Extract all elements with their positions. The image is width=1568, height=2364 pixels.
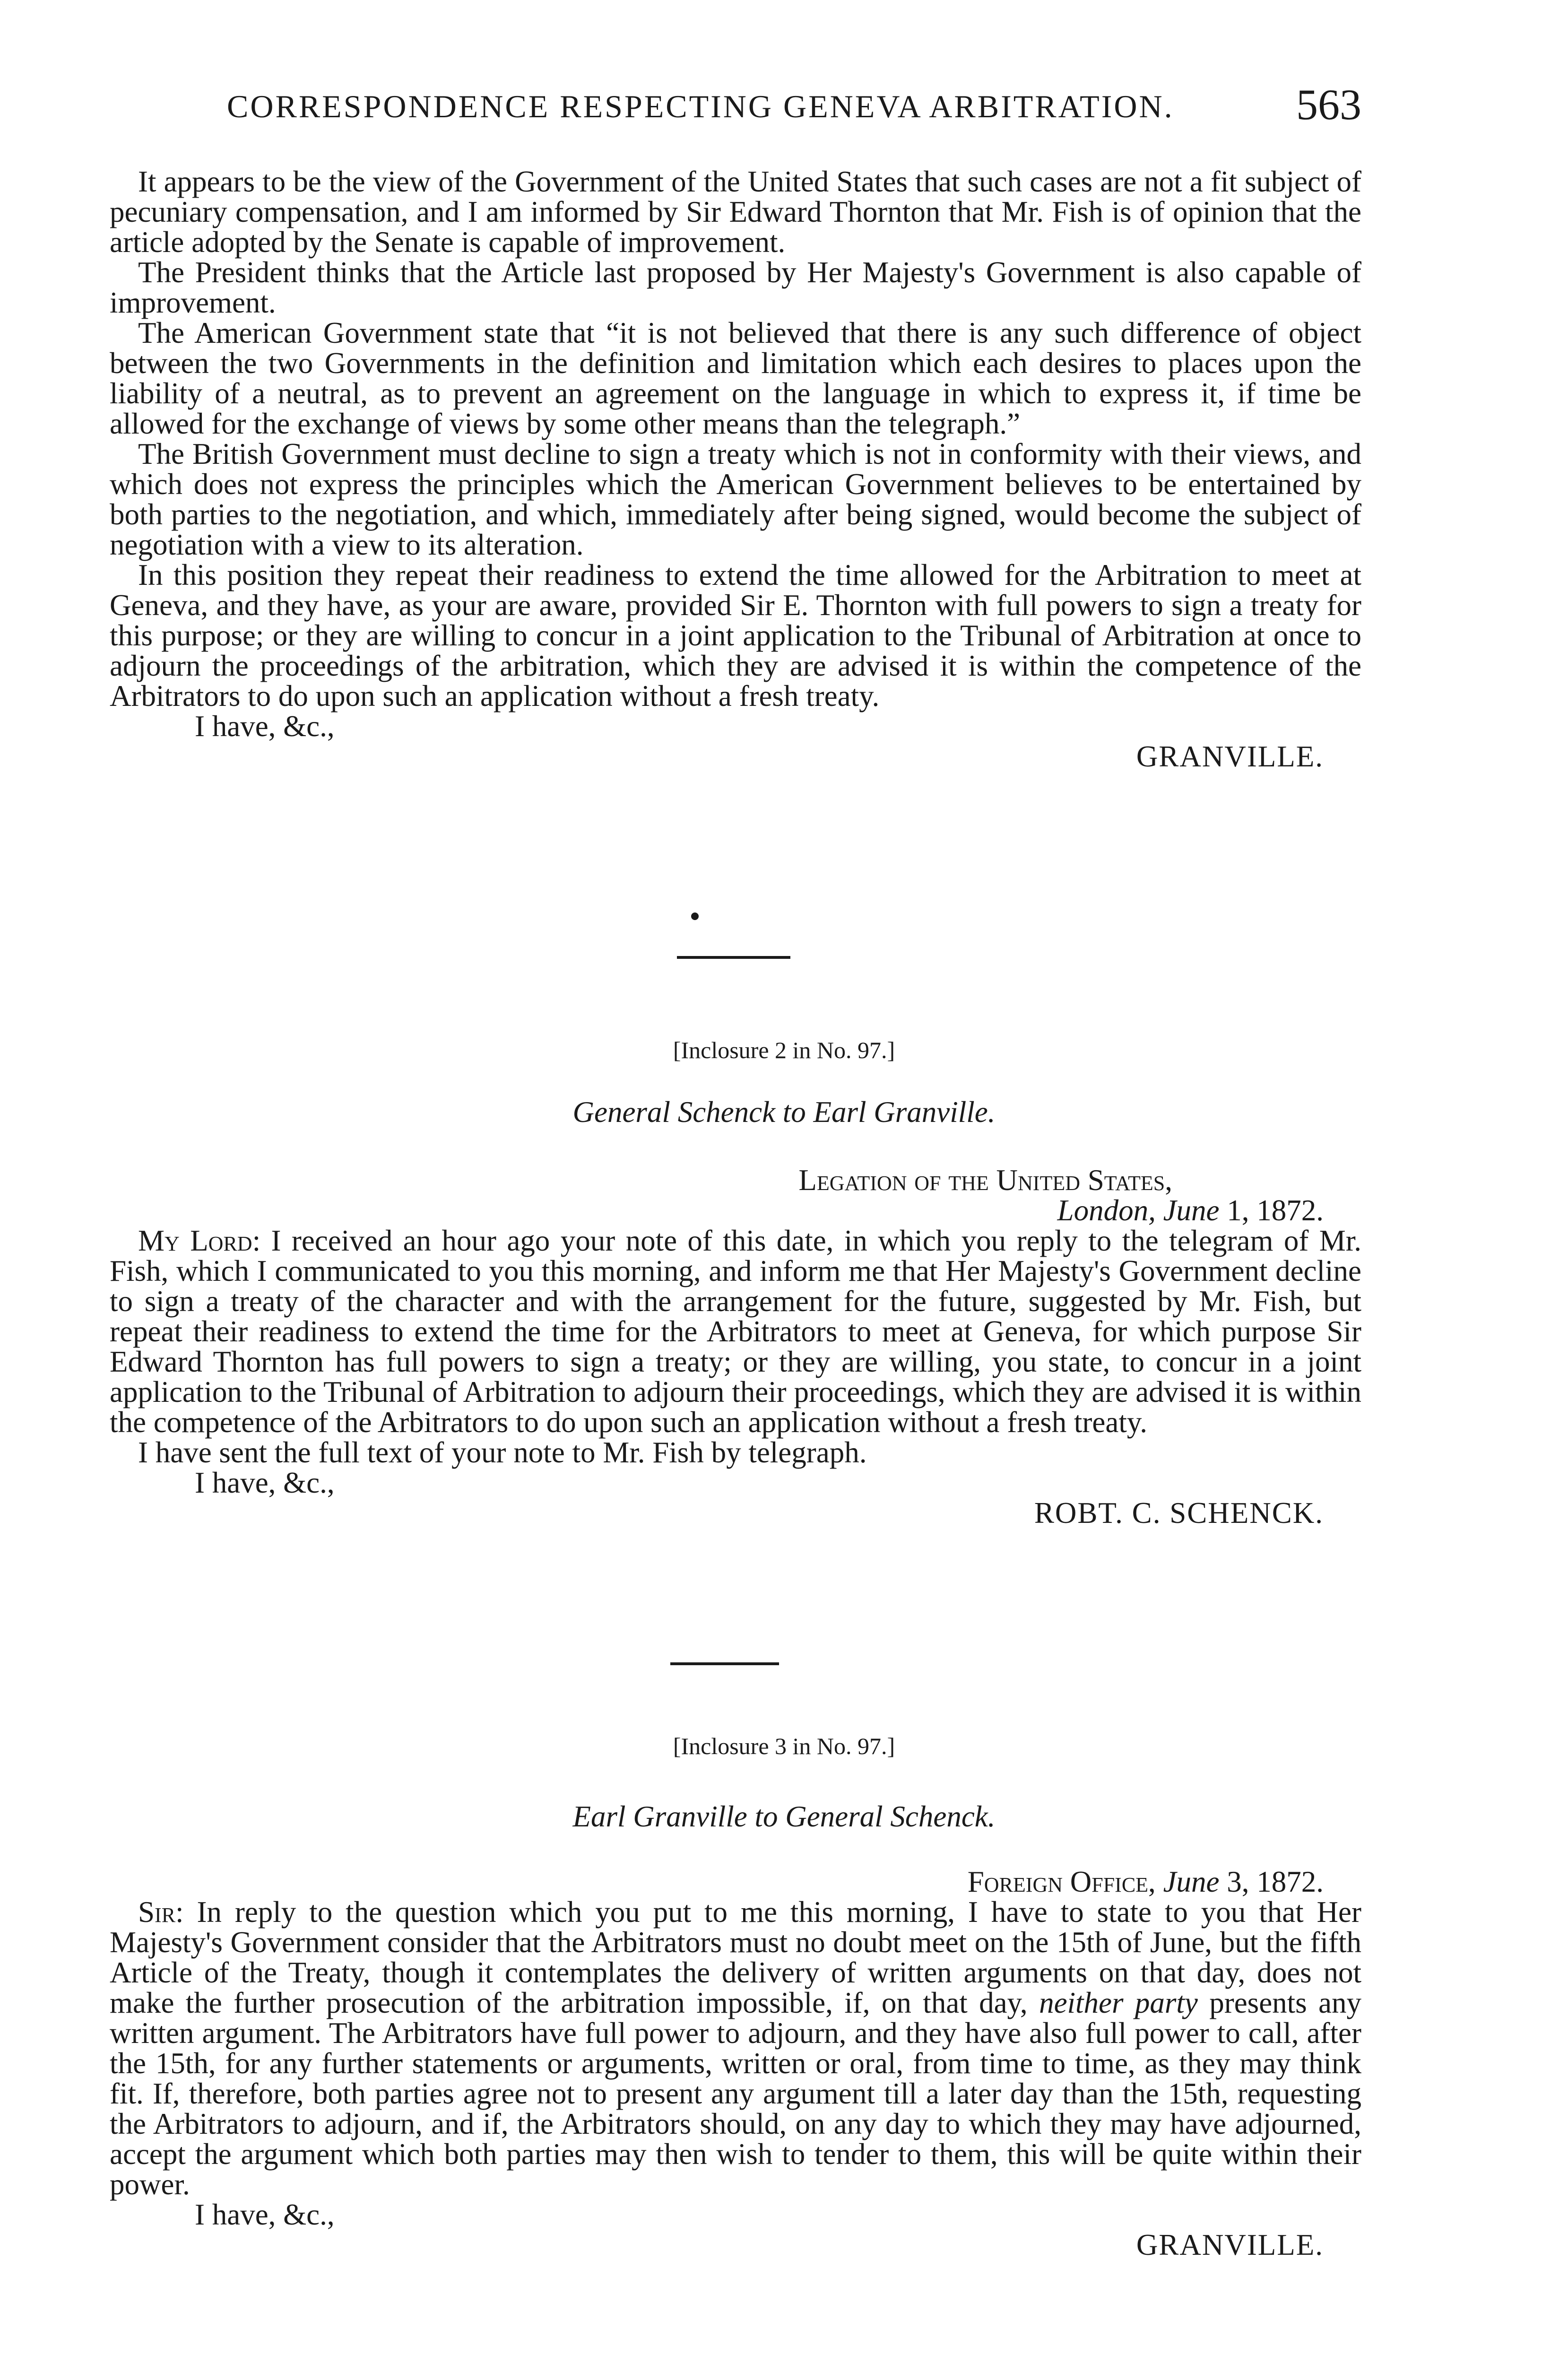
letter-2-closing: I have, &c.,	[195, 1466, 335, 1499]
letter-1-signature: GRANVILLE.	[1136, 740, 1324, 773]
letter-2-signature: ROBT. C. SCHENCK.	[1034, 1496, 1324, 1530]
letter-2-date-place: London, June	[1057, 1194, 1220, 1227]
letter-3-emphasis: neither party	[1039, 1986, 1198, 2019]
running-title: CORRESPONDENCE RESPECTING GENEVA ARBITRATION.	[227, 88, 1174, 124]
letter-1-paragraph: The British Government must decline to sign a treaty which is not in conformity with their views, and which does not express the principles which the American Government believes to be entertained by both parties to the negotiation, and which, immediately after being signed, would become the subject of negotiation with a view to its alteration.	[110, 437, 1361, 561]
page-number: 563	[1296, 80, 1361, 129]
letter-3-salutation: Sir:	[138, 1895, 184, 1929]
letter-3-signature: GRANVILLE.	[1136, 2228, 1324, 2261]
letter-2-text: I received an hour ago your note of this date, in which you reply to the telegram of Mr. Fish, which I communicated to you this morning, and inform me that Her Majesty's Government decline to sign a treaty of the character and with the arrangement for the future, suggested by Mr. Fish, but repeat their readiness to extend the time for the Arbitrators to meet at Geneva, for which purpose Sir Edward Thornton has full powers to sign a treaty; or they are willing, you state, to concur in a joint application to the Tribunal of Arbitration to adjourn their proceedings, which they are advised it is within the competence of the Arbitrators to do upon such an application without a fresh treaty.	[110, 1224, 1361, 1439]
letter-3-text: In reply to the question which you put to me this morning, I have to state to you that Her Majesty's Government consider that the Arbitrators must no doubt meet on the 15th of June, but the fifth Article of the Treaty, though it contemplates the delivery of written arguments on that day, does not make the further prosecution of the arbitration impossible, if, on that day,	[110, 1895, 1362, 2019]
letter-3-closing: I have, &c.,	[195, 2198, 335, 2231]
letter-1-body	[110, 166, 1361, 772]
letter-3-text: presents any written argument. The Arbitrators have full power to adjourn, and they have also full power to call, after the 15th, for any further statements or arguments, written or oral, from time to time, as they may think fit. If, therefore, both parties agree not to present any argument till a later day than the 15th, requesting the Arbitrators to adjourn, and if, the Arbitrators should, on any day to which they may have adjourned, accept the argument which both parties may then wish to tender to them, this will be quite within their power.	[110, 1986, 1362, 2201]
running-header	[227, 79, 1361, 136]
letter-2-paragraph: I have sent the full text of your note to Mr. Fish by telegraph.	[138, 1436, 867, 1469]
ink-dot	[691, 913, 699, 920]
letter-1-paragraph: It appears to be the view of the Government of the United States that such cases are not a fit subject of pecuniary compensation, and I am informed by Sir Edward Thornton that Mr. Fish is of opinion that the article adopted by the Senate is capable of improvement.	[110, 165, 1361, 259]
letter-2-date	[110, 1195, 1361, 1225]
letter-3-paragraph	[110, 1897, 1361, 2199]
letter-3-body	[110, 1867, 1361, 2260]
letter-2-date-day: 1, 1872.	[1219, 1194, 1324, 1227]
section-divider	[677, 956, 790, 959]
letter-2-place: Legation of the United States,	[798, 1164, 1172, 1197]
inclosure-label-3: [Inclosure 3 in No. 97.]	[673, 1733, 895, 1759]
letter-2-paragraph	[110, 1225, 1361, 1437]
letter-1-paragraph: The American Government state that “it is not believed that there is any such difference of object between the two Governments in the definition and limitation which each desires to places upon the liability of a neutral, as to prevent an agreement on the language in which to express it, if time be allowed for the exchange of views by some other means than the telegraph.”	[110, 316, 1361, 440]
letter-1-closing: I have, &c.,	[195, 710, 335, 743]
letter-1-paragraph: The President thinks that the Article last proposed by Her Majesty's Government is also capable of improvement.	[110, 256, 1361, 319]
section-divider	[670, 1662, 779, 1665]
letter-3-caption: Earl Granville to General Schenck.	[572, 1800, 996, 1833]
letter-3-place: Foreign Office,	[967, 1865, 1156, 1898]
letter-2-caption: General Schenck to Earl Granville.	[572, 1095, 996, 1129]
letter-1-paragraph: In this position they repeat their readiness to extend the time allowed for the Arbitration to meet at Geneva, and they have, as your are aware, provided Sir E. Thornton with full powers to sign a treaty for this purpose; or they are willing to concur in a joint application to the Tribunal of Arbitration at once to adjourn the proceedings of the arbitration, which they are advised it is within the competence of the Arbitrators to do upon such an application without a fresh treaty.	[110, 558, 1361, 713]
letter-3-date-rest: 3, 1872.	[1219, 1865, 1324, 1898]
letter-2-body	[110, 1165, 1361, 1528]
letter-3-date-month: June	[1163, 1865, 1220, 1898]
letter-2-salutation: My Lord:	[138, 1224, 261, 1257]
inclosure-label-2: [Inclosure 2 in No. 97.]	[673, 1037, 895, 1063]
letter-3-dateline	[110, 1867, 1361, 1897]
